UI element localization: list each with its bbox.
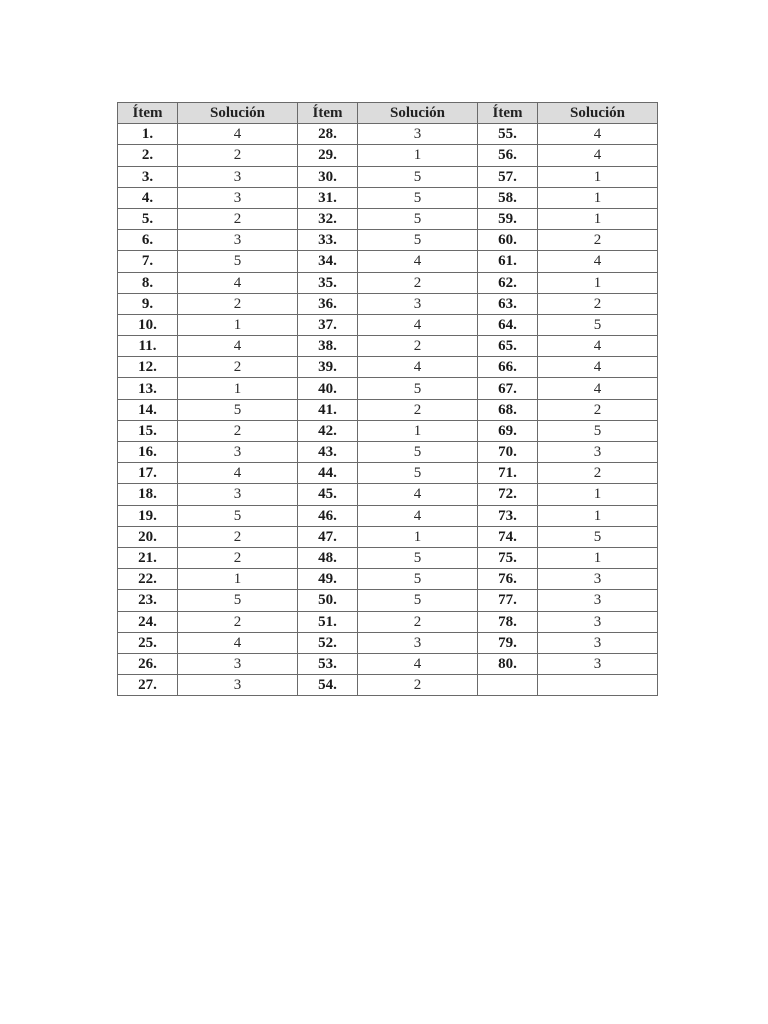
item-number-cell: 69.	[478, 420, 538, 441]
item-number-cell: 7.	[118, 251, 178, 272]
item-number-cell: 31.	[298, 187, 358, 208]
solution-cell: 3	[538, 569, 658, 590]
item-number-cell: 55.	[478, 124, 538, 145]
solution-cell: 5	[358, 547, 478, 568]
table-row	[118, 357, 658, 378]
item-number-cell: 44.	[298, 463, 358, 484]
solution-cell: 5	[178, 251, 298, 272]
item-number-cell: 17.	[118, 463, 178, 484]
solution-cell: 2	[358, 611, 478, 632]
item-number-cell: 40.	[298, 378, 358, 399]
item-number-cell: 13.	[118, 378, 178, 399]
header-row	[118, 103, 658, 124]
solution-cell: 5	[538, 420, 658, 441]
solution-cell: 5	[358, 187, 478, 208]
item-number-cell: 28.	[298, 124, 358, 145]
solution-cell: 4	[538, 357, 658, 378]
table-row	[118, 505, 658, 526]
item-number-cell: 26.	[118, 653, 178, 674]
solution-cell: 5	[358, 463, 478, 484]
item-number-cell: 80.	[478, 653, 538, 674]
solution-cell: 3	[178, 442, 298, 463]
table-row	[118, 314, 658, 335]
item-number-cell: 62.	[478, 272, 538, 293]
solution-cell: 1	[538, 484, 658, 505]
item-number-cell: 42.	[298, 420, 358, 441]
item-number-cell: 77.	[478, 590, 538, 611]
item-number-cell: 50.	[298, 590, 358, 611]
solution-cell: 5	[178, 399, 298, 420]
solution-cell: 4	[538, 251, 658, 272]
solution-cell: 3	[178, 675, 298, 696]
solution-cell: 3	[178, 653, 298, 674]
item-number-cell: 4.	[118, 187, 178, 208]
solution-cell: 4	[538, 124, 658, 145]
solution-cell: 5	[358, 208, 478, 229]
solution-cell: 4	[538, 378, 658, 399]
item-number-cell: 29.	[298, 145, 358, 166]
solution-cell: 3	[538, 442, 658, 463]
solution-cell: 1	[178, 314, 298, 335]
solution-cell: 1	[538, 547, 658, 568]
solution-cell: 2	[358, 675, 478, 696]
solution-cell: 3	[358, 632, 478, 653]
item-number-cell: 25.	[118, 632, 178, 653]
table-row	[118, 251, 658, 272]
solution-cell: 3	[538, 632, 658, 653]
answer-sheet	[117, 102, 658, 696]
solution-cell: 1	[538, 187, 658, 208]
solution-cell: 5	[358, 569, 478, 590]
header-solution: Solución	[538, 103, 658, 124]
item-number-cell: 10.	[118, 314, 178, 335]
solution-cell: 3	[178, 230, 298, 251]
table-row	[118, 420, 658, 441]
solution-cell: 5	[538, 526, 658, 547]
solution-cell: 1	[538, 166, 658, 187]
item-number-cell: 36.	[298, 293, 358, 314]
solution-cell: 3	[538, 590, 658, 611]
solution-cell: 5	[178, 590, 298, 611]
solution-cell: 4	[358, 653, 478, 674]
item-number-cell: 22.	[118, 569, 178, 590]
table-row	[118, 378, 658, 399]
table-row	[118, 145, 658, 166]
item-number-cell: 12.	[118, 357, 178, 378]
table-row	[118, 569, 658, 590]
solution-cell: 4	[538, 145, 658, 166]
item-number-cell: 38.	[298, 336, 358, 357]
item-number-cell: 21.	[118, 547, 178, 568]
solution-cell: 4	[538, 336, 658, 357]
table-row	[118, 187, 658, 208]
table-row	[118, 611, 658, 632]
item-number-cell: 20.	[118, 526, 178, 547]
solution-cell: 2	[178, 526, 298, 547]
item-number-cell: 11.	[118, 336, 178, 357]
header-item: Ítem	[298, 103, 358, 124]
item-number-cell: 43.	[298, 442, 358, 463]
solution-cell: 5	[358, 166, 478, 187]
item-number-cell: 59.	[478, 208, 538, 229]
solution-cell: 3	[538, 653, 658, 674]
solution-cell: 2	[538, 463, 658, 484]
item-number-cell: 5.	[118, 208, 178, 229]
item-number-cell: 63.	[478, 293, 538, 314]
solution-cell: 2	[358, 399, 478, 420]
solution-cell: 2	[538, 399, 658, 420]
solution-cell: 2	[178, 420, 298, 441]
solution-cell: 2	[178, 208, 298, 229]
item-number-cell: 47.	[298, 526, 358, 547]
item-number-cell: 23.	[118, 590, 178, 611]
item-number-cell: 18.	[118, 484, 178, 505]
item-number-cell: 16.	[118, 442, 178, 463]
solution-cell: 5	[178, 505, 298, 526]
item-number-cell: 24.	[118, 611, 178, 632]
item-number-cell: 76.	[478, 569, 538, 590]
item-number-cell: 60.	[478, 230, 538, 251]
item-number-cell: 75.	[478, 547, 538, 568]
solution-cell: 2	[178, 293, 298, 314]
table-row	[118, 653, 658, 674]
item-number-cell: 65.	[478, 336, 538, 357]
solution-cell: 3	[358, 124, 478, 145]
solution-cell: 3	[178, 484, 298, 505]
table-row	[118, 632, 658, 653]
solution-cell: 1	[538, 505, 658, 526]
item-number-cell: 48.	[298, 547, 358, 568]
header-item: Ítem	[478, 103, 538, 124]
item-number-cell: 54.	[298, 675, 358, 696]
solution-cell: 4	[358, 251, 478, 272]
item-number-cell: 27.	[118, 675, 178, 696]
solution-cell: 4	[178, 124, 298, 145]
item-number-cell: 37.	[298, 314, 358, 335]
item-number-cell: 51.	[298, 611, 358, 632]
item-number-cell: 15.	[118, 420, 178, 441]
solution-cell: 1	[358, 526, 478, 547]
solution-cell: 4	[178, 632, 298, 653]
solution-cell: 1	[178, 378, 298, 399]
item-number-cell: 74.	[478, 526, 538, 547]
table-row	[118, 590, 658, 611]
table-row	[118, 124, 658, 145]
solution-cell: 3	[178, 166, 298, 187]
table-row	[118, 484, 658, 505]
table-row	[118, 547, 658, 568]
solution-cell: 2	[538, 230, 658, 251]
solution-cell: 1	[358, 420, 478, 441]
item-number-cell: 39.	[298, 357, 358, 378]
answer-table-body	[118, 124, 658, 696]
table-row	[118, 272, 658, 293]
item-number-cell	[478, 675, 538, 696]
solution-cell: 3	[538, 611, 658, 632]
solution-cell: 1	[538, 208, 658, 229]
item-number-cell: 34.	[298, 251, 358, 272]
item-number-cell: 14.	[118, 399, 178, 420]
item-number-cell: 6.	[118, 230, 178, 251]
solution-cell: 5	[538, 314, 658, 335]
item-number-cell: 19.	[118, 505, 178, 526]
item-number-cell: 72.	[478, 484, 538, 505]
item-number-cell: 33.	[298, 230, 358, 251]
table-row	[118, 336, 658, 357]
table-row	[118, 463, 658, 484]
item-number-cell: 3.	[118, 166, 178, 187]
item-number-cell: 35.	[298, 272, 358, 293]
solution-cell: 4	[178, 463, 298, 484]
solution-cell: 3	[358, 293, 478, 314]
solution-cell: 5	[358, 230, 478, 251]
solution-cell: 5	[358, 590, 478, 611]
item-number-cell: 49.	[298, 569, 358, 590]
item-number-cell: 8.	[118, 272, 178, 293]
item-number-cell: 52.	[298, 632, 358, 653]
item-number-cell: 45.	[298, 484, 358, 505]
item-number-cell: 1.	[118, 124, 178, 145]
table-row	[118, 166, 658, 187]
table-row	[118, 526, 658, 547]
item-number-cell: 57.	[478, 166, 538, 187]
item-number-cell: 30.	[298, 166, 358, 187]
item-number-cell: 71.	[478, 463, 538, 484]
solution-cell: 4	[178, 272, 298, 293]
table-row	[118, 208, 658, 229]
solution-cell	[538, 675, 658, 696]
item-number-cell: 67.	[478, 378, 538, 399]
item-number-cell: 41.	[298, 399, 358, 420]
table-row	[118, 293, 658, 314]
item-number-cell: 46.	[298, 505, 358, 526]
solution-cell: 4	[178, 336, 298, 357]
item-number-cell: 56.	[478, 145, 538, 166]
solution-cell: 4	[358, 505, 478, 526]
table-row	[118, 399, 658, 420]
solution-cell: 2	[358, 336, 478, 357]
solution-cell: 2	[178, 357, 298, 378]
item-number-cell: 53.	[298, 653, 358, 674]
item-number-cell: 79.	[478, 632, 538, 653]
solution-cell: 1	[538, 272, 658, 293]
item-number-cell: 70.	[478, 442, 538, 463]
solution-cell: 2	[538, 293, 658, 314]
item-number-cell: 66.	[478, 357, 538, 378]
solution-cell: 4	[358, 314, 478, 335]
item-number-cell: 78.	[478, 611, 538, 632]
answer-key-table	[117, 102, 658, 696]
item-number-cell: 58.	[478, 187, 538, 208]
solution-cell: 2	[178, 145, 298, 166]
solution-cell: 1	[178, 569, 298, 590]
solution-cell: 4	[358, 484, 478, 505]
solution-cell: 4	[358, 357, 478, 378]
item-number-cell: 2.	[118, 145, 178, 166]
table-row	[118, 230, 658, 251]
header-item: Ítem	[118, 103, 178, 124]
item-number-cell: 73.	[478, 505, 538, 526]
header-solution: Solución	[178, 103, 298, 124]
solution-cell: 3	[178, 187, 298, 208]
item-number-cell: 68.	[478, 399, 538, 420]
solution-cell: 5	[358, 378, 478, 399]
header-solution: Solución	[358, 103, 478, 124]
solution-cell: 5	[358, 442, 478, 463]
solution-cell: 2	[178, 547, 298, 568]
table-row	[118, 675, 658, 696]
item-number-cell: 32.	[298, 208, 358, 229]
item-number-cell: 64.	[478, 314, 538, 335]
solution-cell: 2	[358, 272, 478, 293]
solution-cell: 1	[358, 145, 478, 166]
item-number-cell: 9.	[118, 293, 178, 314]
item-number-cell: 61.	[478, 251, 538, 272]
table-row	[118, 442, 658, 463]
solution-cell: 2	[178, 611, 298, 632]
